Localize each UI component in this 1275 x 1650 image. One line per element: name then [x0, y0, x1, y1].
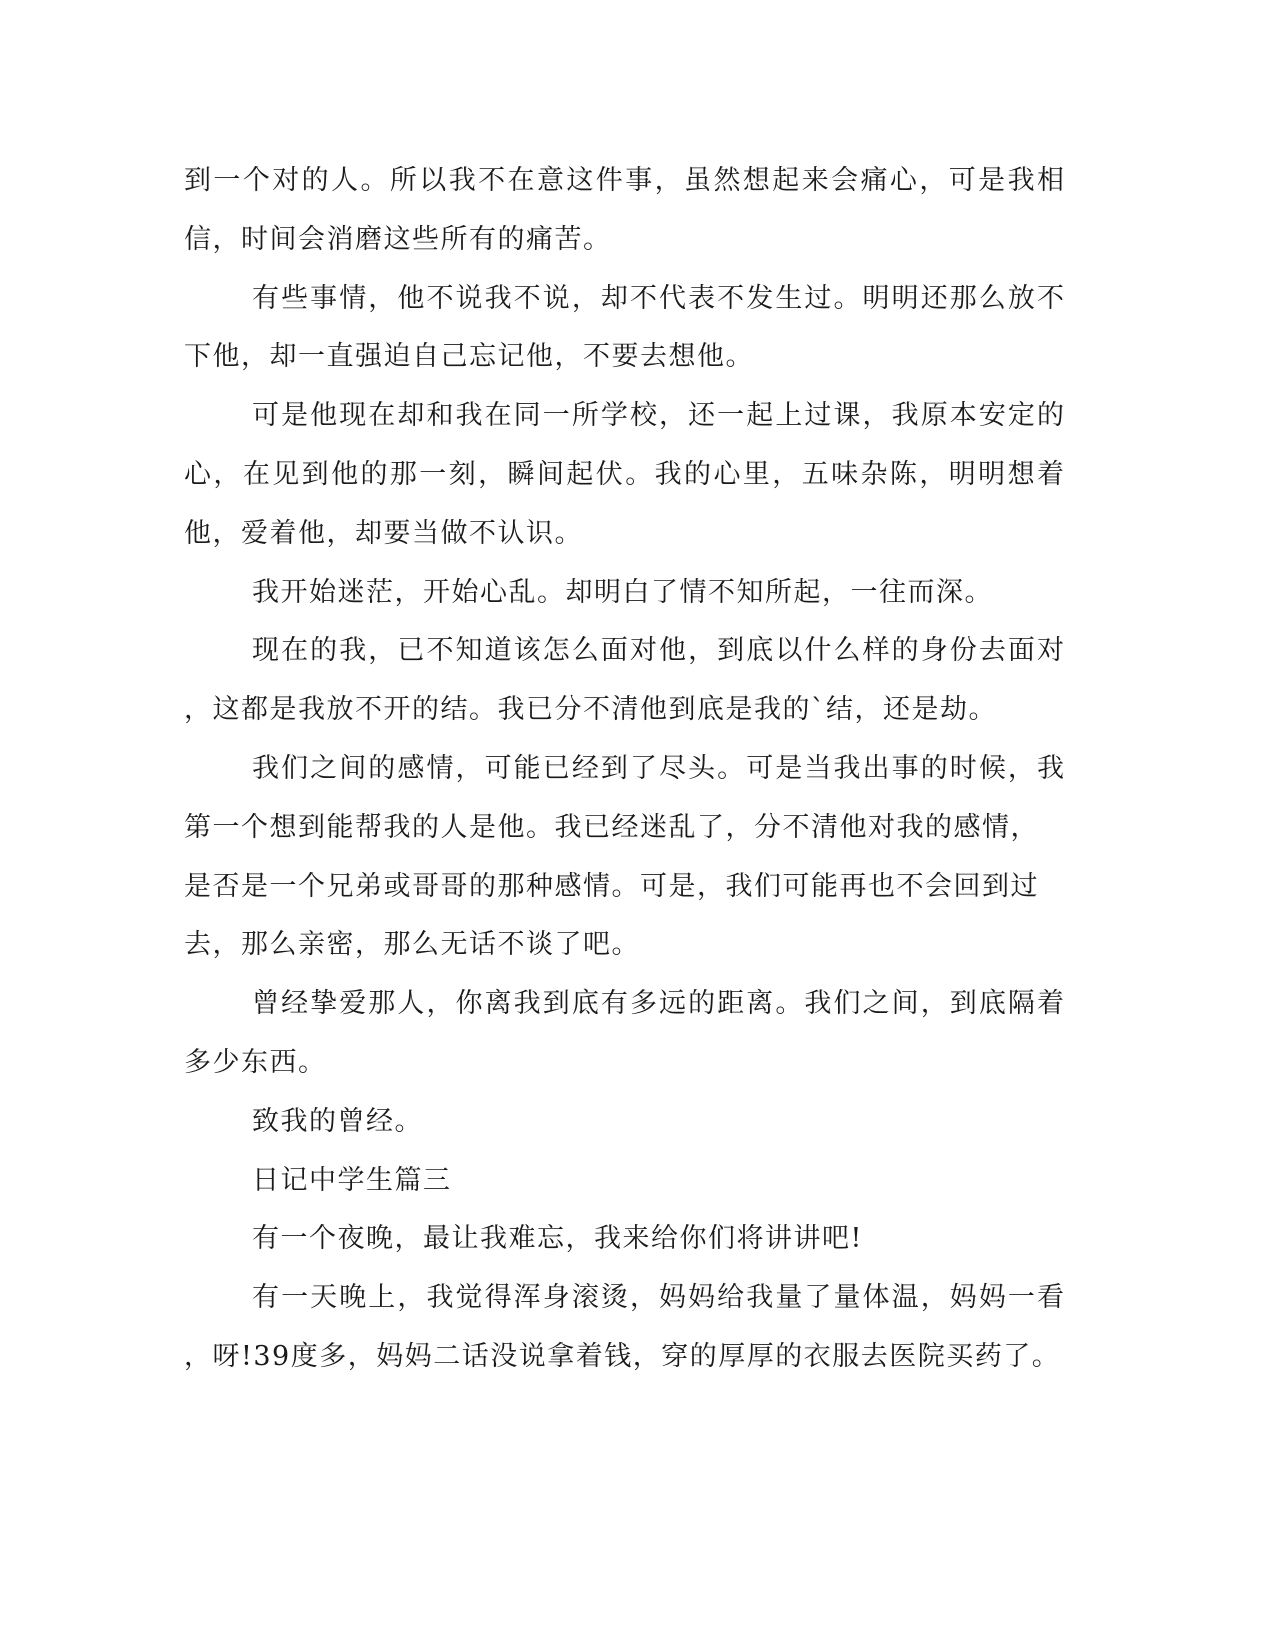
section-heading: 日记中学生篇三	[252, 1164, 452, 1196]
text-line: 是否是一个兄弟或哥哥的那种感情。可是，我们可能再也不会回到过	[184, 870, 1039, 902]
paragraph-start-line: 现在的我，已不知道该怎么面对他，到底以什么样的身份去面对	[252, 635, 1064, 667]
paragraph-start-line: 曾经挚爱那人，你离我到底有多远的距离。我们之间，到底隔着	[252, 988, 1064, 1020]
text-line: 第一个想到能帮我的人是他。我已经迷乱了，分不清他对我的感情，	[184, 811, 1039, 843]
text-line: 心，在见到他的那一刻，瞬间起伏。我的心里，五味杂陈，明明想着	[184, 458, 1064, 490]
paragraph-start-line: 可是他现在却和我在同一所学校，还一起上过课，我原本安定的	[252, 400, 1064, 432]
text-line: 信，时间会消磨这些所有的痛苦。	[184, 223, 612, 255]
paragraph-start-line: 有些事情，他不说我不说，却不代表不发生过。明明还那么放不	[252, 282, 1064, 314]
paragraph-start-line: 我们之间的感情，可能已经到了尽头。可是当我出事的时候，我	[252, 752, 1064, 784]
text-line: 下他，却一直强迫自己忘记他，不要去想他。	[184, 341, 754, 373]
body-text	[184, 160, 1064, 1395]
text-line: 到一个对的人。所以我不在意这件事，虽然想起来会痛心，可是我相	[184, 165, 1064, 196]
paragraph-start-line: 致我的曾经。	[252, 1105, 423, 1137]
text-line: 他，爱着他，却要当做不认识。	[184, 517, 583, 549]
text-line: 多少东西。	[184, 1046, 327, 1078]
text-line: ，呀!39度多，妈妈二话没说拿着钱，穿的厚厚的衣服去医院买药了。	[184, 1340, 1061, 1372]
paragraph-start-line: 有一个夜晚，最让我难忘，我来给你们将讲讲吧!	[252, 1223, 863, 1255]
paragraph-start-line: 有一天晚上，我觉得浑身滚烫，妈妈给我量了量体温，妈妈一看	[252, 1282, 1064, 1314]
text-line: 去，那么亲密，那么无话不谈了吧。	[184, 929, 640, 961]
paragraph-start-line: 我开始迷茫，开始心乱。却明白了情不知所起，一往而深。	[252, 576, 993, 608]
text-line: ，这都是我放不开的结。我已分不清他到底是我的`结，还是劫。	[184, 694, 997, 726]
